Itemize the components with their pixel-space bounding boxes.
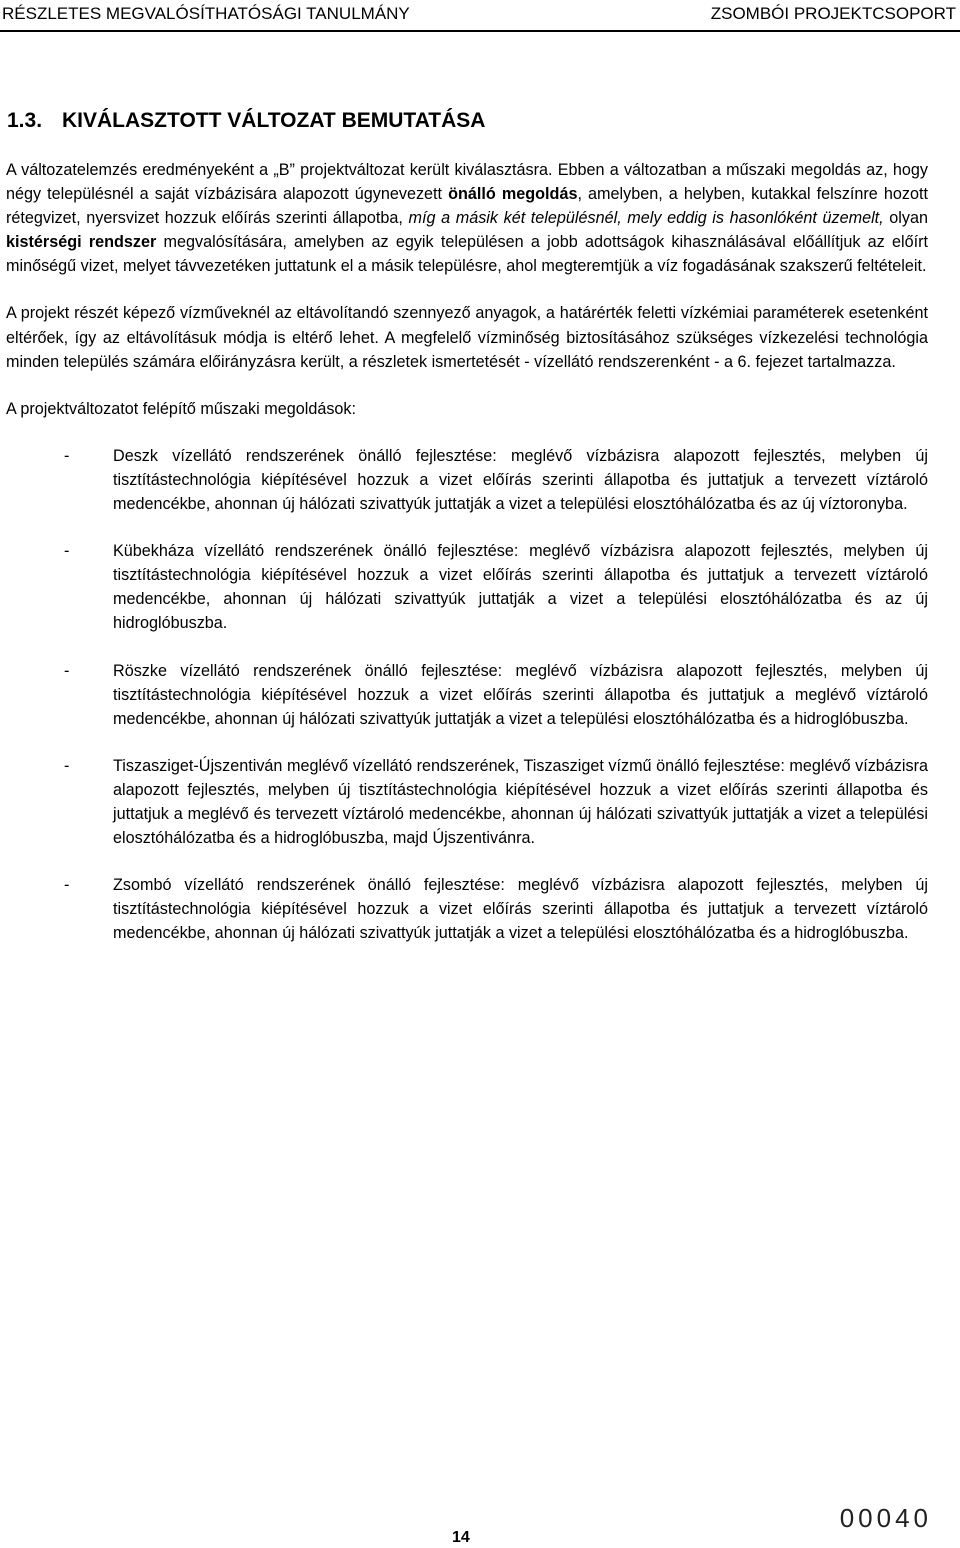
list-item-text: Tiszasziget-Újszentiván meglévő vízellátó rendszerének, Tiszasziget vízmű önálló fejlesztése: meglévő vízbázisra alapozott fejlesztés, melyben új tisztítástechnológia kiépítésével hozzuk a vizet előírás szerinti állapotba és juttatjuk a meglévő és tervezett víztároló medencékbe, ahonnan új hálózati szivattyúk juttatják a vizet a települési elosztóhálózatba és a hidroglóbuszba, majd Újszentivánra. [113, 756, 928, 848]
header-document-title: RÉSZLETES MEGVALÓSÍTHATÓSÁGI TANULMÁNY [2, 4, 410, 23]
paragraph-list-intro: A projektváltozatot felépítő műszaki megoldások: [6, 399, 357, 418]
list-item-deszk [6, 444, 928, 516]
paragraph-text: olyan [883, 209, 928, 228]
list-dash: - [64, 446, 70, 465]
list-item-text: Röszke vízellátó rendszerének önálló fejlesztése: meglévő vízbázisra alapozott fejlesztés, melyben új tisztítástechnológia kiépítésével hozzuk a vizet előírás szerinti állapotba és juttatjuk a meglévő víztároló medencékbe, ahonnan új hálózati szivattyúk juttatják a vizet a települési elosztóhálózatba és a hidroglóbuszba. [113, 661, 928, 728]
list-item-text: Zsombó vízellátó rendszerének önálló fejlesztése: meglévő vízbázisra alapozott fejlesztés, melyben új tisztítástechnológia kiépítésével hozzuk a vizet előírás szerinti állapotba és juttatjuk a tervezett víztároló medencékbe, ahonnan új hálózati szivattyúk juttatják a vizet a települési elosztóhálózatba és a hidroglóbuszba. [113, 876, 928, 943]
paragraph-selected-variant [6, 158, 928, 278]
list-dash: - [64, 542, 70, 561]
list-item-roszke [6, 659, 928, 731]
paragraph-text: megvalósítására, amelyben az egyik településen a jobb adottságok kihasználásával előállítjuk az előírt minőségű vizet, melyet távvezetéken juttatunk el a másik településre, ahol megteremtjük a víz fogadásának szakszerű feltételeit. [6, 233, 929, 276]
section-heading [7, 106, 485, 136]
bold-term-regional-system: kistérségi rendszer [6, 233, 157, 252]
list-item-kubekhaza [6, 539, 928, 635]
body-content [6, 158, 928, 968]
bold-term-standalone-solution: önálló megoldás [448, 185, 578, 204]
paragraph-water-treatment: A projekt részét képező vízműveknél az eltávolítandó szennyező anyagok, a határérték feletti vízkémiai paraméterek esetenként eltérőek, így az eltávolításuk módja is eltérő lehet. A megfelelő vízminőség biztosításához szükséges vízkezelési technológia minden település számára előirányzásra került, a részletek ismertetését - vízellátó rendszerenként - a 6. fejezet tartalmazza. [6, 304, 928, 371]
document-code: 00040 [839, 1503, 932, 1533]
list-item-tiszasziget [6, 754, 928, 850]
technical-solutions-list [6, 444, 928, 946]
paragraph-text: A változatelemzés eredményeként a „B” projektváltozat került kiválasztásra. Ebben a változatban a műszaki megoldás az, hogy négy településnél a saját vízbázisára alapozott úgynevezett [6, 161, 928, 204]
list-item-text: Kübekháza vízellátó rendszerének önálló fejlesztése: meglévő vízbázisra alapozott fejlesztés, melyben új tisztítástechnológia kiépítésével hozzuk a vizet előírás szerinti állapotba és juttatjuk a tervezett víztároló medencékbe, ahonnan új hálózati szivattyúk juttatják a vizet a települési elosztóhálózatba és az új hidroglóbuszba. [113, 542, 928, 633]
page-number: 14 [452, 1529, 470, 1546]
italic-phrase-other-settlements: míg a másik két településnél, mely eddig is hasonlóként üzemelt, [408, 209, 884, 228]
page-header [0, 3, 960, 27]
section-number: 1.3. [7, 109, 43, 132]
paragraph-text: , amelyben, a helyben, kutakkal felszínre hozott rétegvizet, nyersvizet hozzuk előírás szerinti állapotba, [6, 185, 928, 228]
list-item-zsombo [6, 873, 928, 945]
list-dash: - [64, 876, 70, 895]
list-dash: - [64, 661, 70, 680]
header-project-group: ZSOMBÓI PROJEKTCSOPORT [710, 4, 956, 23]
list-dash: - [64, 756, 70, 775]
list-item-text: Deszk vízellátó rendszerének önálló fejlesztése: meglévő vízbázisra alapozott fejlesztés, melyben új tisztítástechnológia kiépítésével hozzuk a vizet előírás szerinti állapotba és juttatjuk a tervezett víztároló medencékbe, ahonnan új hálózati szivattyúk juttatják a vizet a települési elosztóhálózatba és az új víztoronyba. [113, 446, 928, 514]
header-divider [0, 30, 960, 32]
section-title: KIVÁLASZTOTT VÁLTOZAT BEMUTATÁSA [62, 109, 486, 132]
